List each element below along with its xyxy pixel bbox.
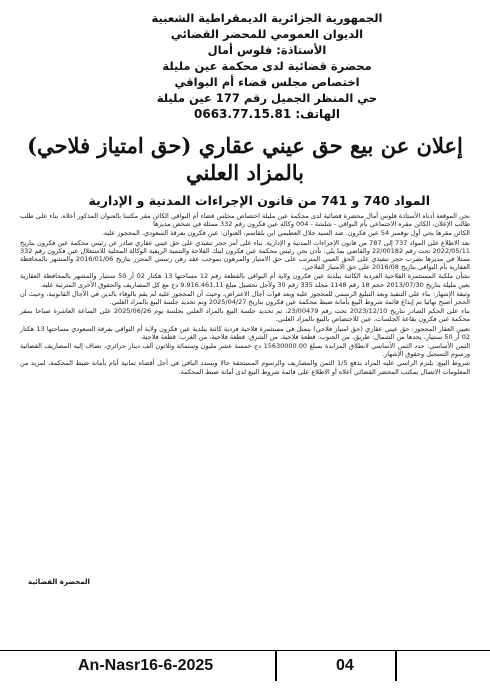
body-paragraph: بناء على الحكم الصادر بتاريخ 2023/12/10 تحت رقم 23/00479، ثم تحديد جلسة البيع بالمزاد العلني بجلسة يوم 2025/06/26 على الساعة العاشرة صباحا بمقر محكمة عين فكرون بقاعة الجلسات، عين للاختصاص بالبيع بالمزاد العلني. bbox=[20, 307, 470, 324]
body-paragraph: بعد الاطلاع على المواد 737 إلى 787 من قانون الإجراءات المدنية و الإدارية. بناء على أمر حجز تنفيذي على حق عيني عقاري صادر عن رئيس محكمة عين فكرون بتاريخ 2022/05/11 تحت رقم 22/00182 والقاضي بما يلي: تأذن نحن رئيس محكمة عين فكرون لبنك الفلاحة والتنمية الريفية الوكالة المحلية للاستغلال عين فكرون رقم 332 ممثلا في مديرها بضرب حجز تنفيذي على الحق العيني المترتب على حق الامتياز والمرهون بموجب عقد رهن رسمي المحرر بتاريخ 2016/01/06 والمشهر بالمحافظة العقارية بأم البواقي بتاريخ 2016/08 على حق الامتياز الفلاحي. bbox=[20, 238, 470, 272]
body-paragraph: تعيين العقار المحجوز: حق عيني عقاري (حق امتياز فلاحي) يتمثل في مستثمرة فلاحية فردية كائنة ببلدية عين فكرون ولاية أم البواقي بفرقة السعودي مساحتها 13 هكتار 02 أر 50 سنتيار، يحدها من الشمال: طريق، من الجنوب: قطعة فلاحية، من الشرق: قطعة فلاحية، من الغرب: قطعة فلاحية. bbox=[20, 324, 470, 341]
body-paragraph: بشأن ملكية المستثمرة الفلاحية الفردية الكائنة ببلدية عين فكرون ولاية أم البواقي بالقطعة رقم 12 مساحتها 13 هكتار 02 أر 50 سنتيار والمشهر بالمحافظة العقارية بعين مليلة بتاريخ 2013/07/30 حجم 18 رقم 1148 مجلد 335 رقم 30 ولأجل تحصيل مبلغ 9.916.461,11 دج مع كل المصاريف والحقوق الأخرى المترتبة عليه. bbox=[20, 272, 471, 289]
footer-divider bbox=[275, 651, 277, 681]
republic-name: الجمهورية الجزائرية الديمقراطية الشعبية bbox=[151, 11, 383, 25]
bailiff-name: الأستاذة: فلوس أمال bbox=[207, 43, 327, 57]
court-name: محضرة قضائية لدى محكمة عين مليلة bbox=[162, 59, 372, 73]
page-number: 04 bbox=[336, 657, 354, 674]
announcement-title: إعلان عن بيع حق عيني عقاري (حق امتياز فلاحي) bbox=[27, 133, 463, 158]
footer-divider bbox=[395, 651, 397, 681]
office-address: حي المنظر الجميل رقم 177 عين مليلة bbox=[156, 91, 378, 105]
page-footer bbox=[0, 650, 490, 681]
publication-reference: An-Nasr16-6-2025 bbox=[78, 657, 214, 674]
body-paragraph: شروط البيع: يلتزم الراسي عليه المزاد بدفع 1/5 الثمن والمصاريف والرسوم المستحقة حالا ويسدد الباقي في أجل أقصاه ثمانية أيام بأمانة ضبط المحكمة، لمزيد من المعلومات الاتصال بمكتب المحضر القضائي أعلاه أو الاطلاع على قائمة شروط البيع لدى أمانة ضبط المحكمة. bbox=[20, 359, 470, 376]
legal-articles-heading: المواد 740 و 741 من قانون الإجراءات المدنية و الإدارية bbox=[88, 193, 430, 208]
body-paragraph: وثيقة الإشهار: بناء على التنفيذ وبعد التبليغ الرسمي للمحجوز عليه وبعد فوات آجال الاعتراض، وحيث أن المحجوز عليه لم يقم بالوفاء بالدين في الآجال القانونية، وحيث أن الحجز أصبح نهائيا تم إيداع قائمة شروط البيع بأمانة ضبط محكمة عين فكرون بتاريخ 2025/04/27 وتم تحديد جلسة البيع بالمزاد العلني. bbox=[20, 289, 470, 307]
body-paragraph: الكائن مقرها بحي أول نوفمبر 54 عين فكرون. ضد السيد جلال العطيمي ابن بلقاسم، العنوان: عين فكرون بفرقة السعودي، المحجوز عليه. bbox=[101, 229, 470, 238]
bailiff-signature-label: المحضرة القضائية bbox=[28, 578, 90, 586]
office-name: الديوان العمومي للمحضر القضائي bbox=[170, 27, 364, 41]
bailiff-letterhead bbox=[102, 10, 432, 122]
jurisdiction: اختصاص مجلس قضاء أم البواقي bbox=[174, 75, 360, 89]
body-paragraph: الثمن الأساسي: حدد الثمن الأساسي لانطلاق المزايدة بمبلغ 15630000.00 دج خمسة عشر مليون وستمائة وثلاثون ألف دينار جزائري، تضاف إليه المصاريف القضائية ورسوم التسجيل وحقوق الإشهار. bbox=[20, 342, 471, 359]
body-paragraph: نحن الموقعة أدناه الأستاذة فلوس أمال محضرة قضائية لدى محكمة عين مليلة اختصاص مجلس قضاء أم البواقي الكائن مقر مكتبنا بالعنوان المذكور أعلاه، بناء على طلب طالب الإعلان، الكائن مقره الاجتماعي بأم البواقي - شلشة - 004 وكالة عين فكرون رقم 332 ممثلة في شخص مديرها bbox=[20, 212, 470, 229]
office-phone: الهاتف: 0663.77.15.81 bbox=[194, 107, 340, 121]
announcement-title-line2: بالمزاد العلني bbox=[185, 160, 305, 185]
announcement-body bbox=[20, 212, 470, 377]
